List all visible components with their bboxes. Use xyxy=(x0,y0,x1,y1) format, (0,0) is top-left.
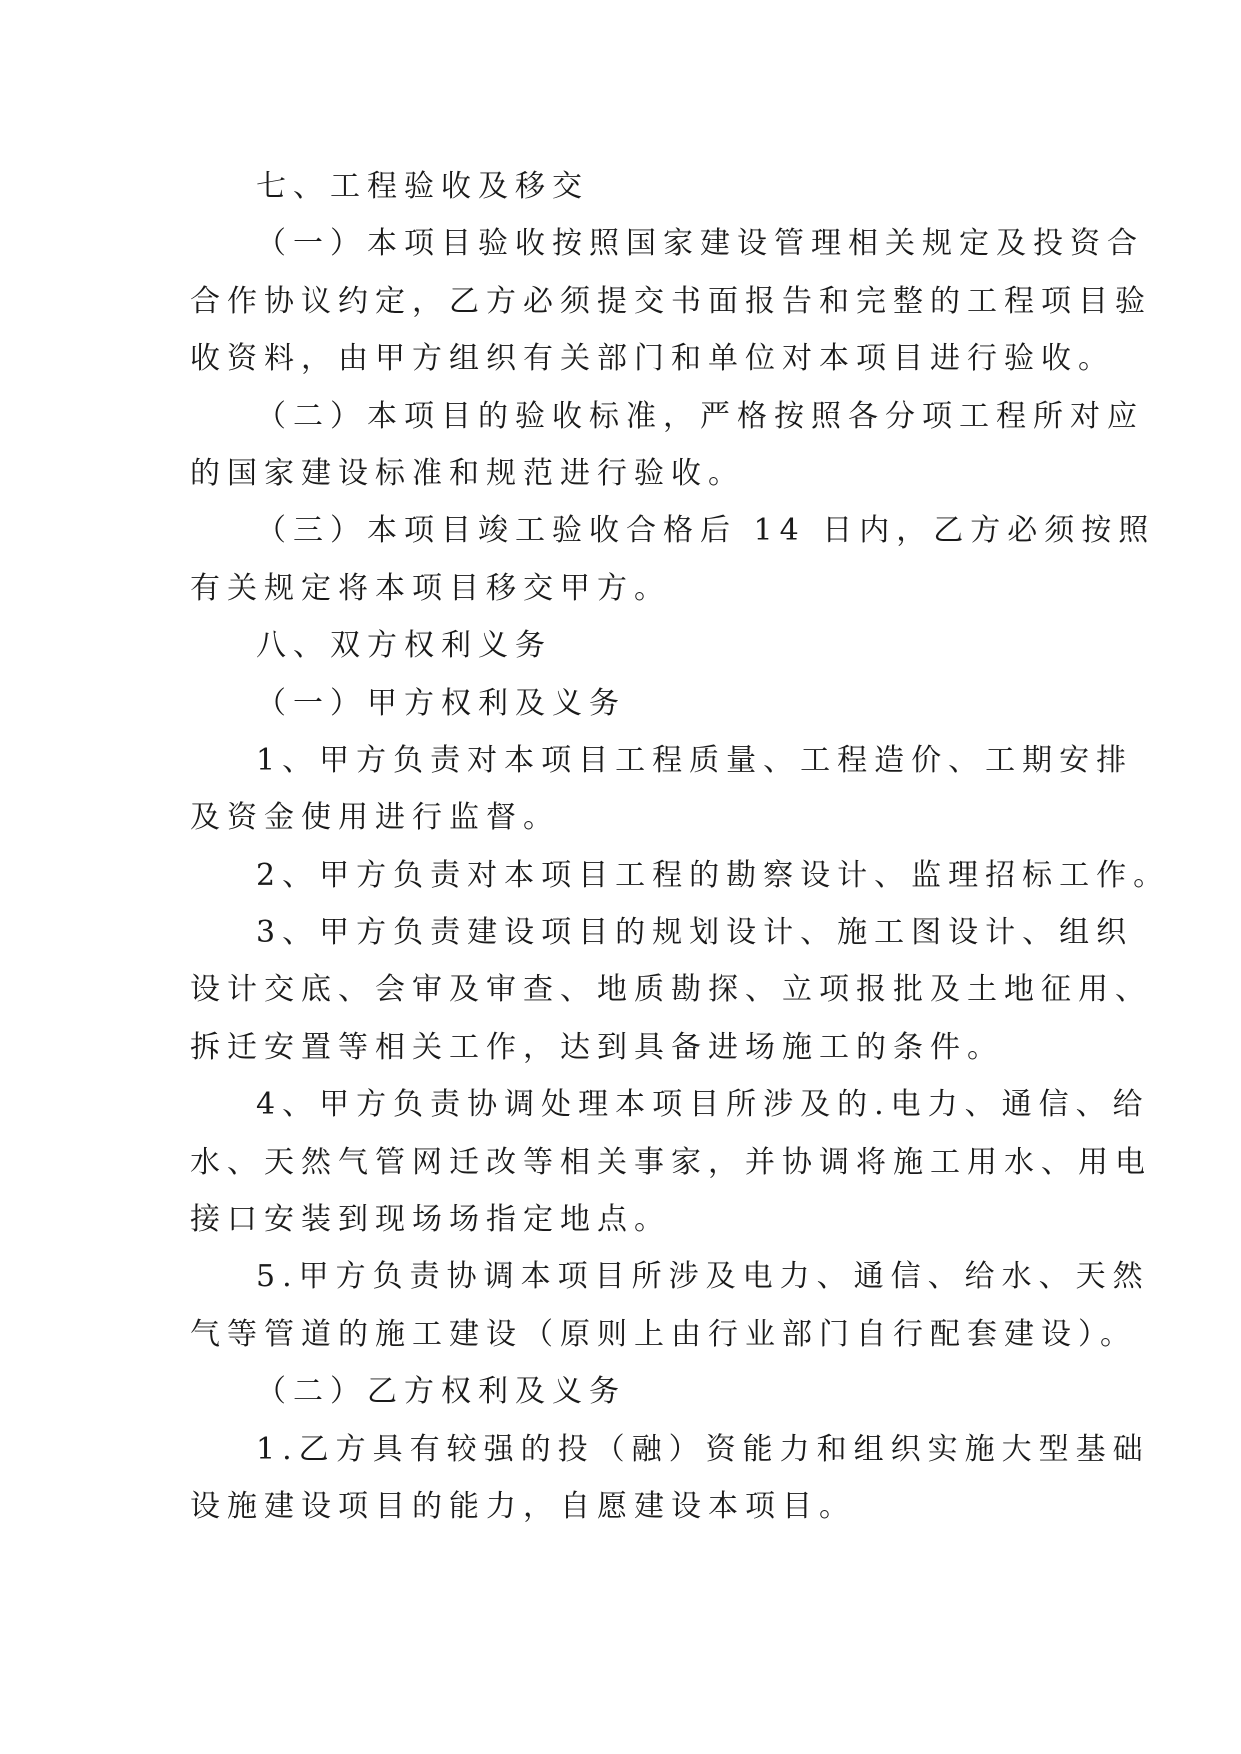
paragraph-line: 合作协议约定，乙方必须提交书面报告和完整的工程项目验 xyxy=(190,283,1152,319)
paragraph-line: 水、天然气管网迁改等相关事家，并协调将施工用水、用电 xyxy=(190,1144,1152,1180)
subsection-heading-party-b: （二）乙方权利及义务 xyxy=(256,1374,626,1410)
paragraph-line: 3、甲方负责建设项目的规划设计、施工图设计、组织 xyxy=(256,915,1134,951)
paragraph-line: 设计交底、会审及审查、地质勘探、立项报批及土地征用、 xyxy=(190,972,1152,1008)
paragraph-line: 收资料，由甲方组织有关部门和单位对本项目进行验收。 xyxy=(190,341,1115,377)
paragraph-line: 拆迁安置等相关工作，达到具备进场施工的条件。 xyxy=(190,1029,1004,1065)
paragraph-line: 接口安装到现场场指定地点。 xyxy=(190,1202,671,1238)
paragraph-line: 有关规定将本项目移交甲方。 xyxy=(190,570,671,606)
paragraph-line: （三）本项目竣工验收合格后 14 日内，乙方必须按照 xyxy=(256,513,1156,549)
subsection-heading-party-a: （一）甲方权利及义务 xyxy=(256,685,626,721)
paragraph-line: （一）本项目验收按照国家建设管理相关规定及投资合 xyxy=(256,226,1144,262)
document-body xyxy=(190,158,1171,1535)
paragraph-line: 4、甲方负责协调处理本项目所涉及的.电力、通信、给 xyxy=(256,1087,1150,1123)
paragraph-line: 1.乙方具有较强的投（融）资能力和组织实施大型基础 xyxy=(256,1431,1150,1467)
paragraph-line: 的国家建设标准和规范进行验收。 xyxy=(190,455,745,491)
paragraph-line: 5.甲方负责协调本项目所涉及电力、通信、给水、天然 xyxy=(256,1259,1150,1295)
paragraph-line: （二）本项目的验收标准，严格按照各分项工程所对应 xyxy=(256,398,1144,434)
paragraph-line: 设施建设项目的能力，自愿建设本项目。 xyxy=(190,1488,856,1524)
paragraph-line: 及资金使用进行监督。 xyxy=(190,800,560,836)
section-heading-rights: 八、双方权利义务 xyxy=(256,628,552,664)
paragraph-line: 1、甲方负责对本项目工程质量、工程造价、工期安排 xyxy=(256,742,1134,778)
paragraph-line: 气等管道的施工建设（原则上由行业部门自行配套建设）。 xyxy=(190,1316,1137,1352)
section-heading-acceptance: 七、工程验收及移交 xyxy=(256,169,589,204)
paragraph-line: 2、甲方负责对本项目工程的勘察设计、监理招标工作。 xyxy=(256,857,1171,893)
